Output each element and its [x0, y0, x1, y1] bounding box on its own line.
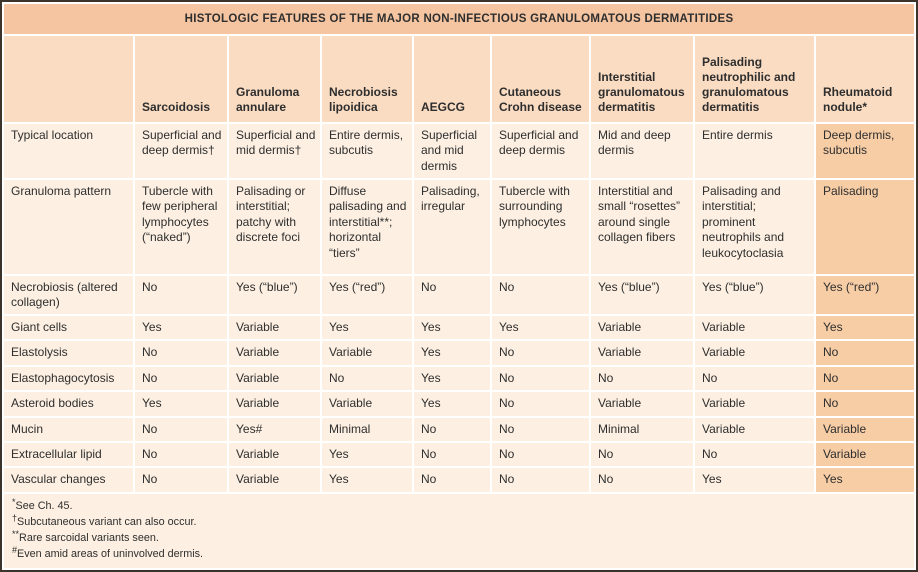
- table-row: [4, 124, 914, 178]
- column-header: Necrobiosis lipoidica: [322, 36, 412, 122]
- footnote-rare-sarcoidal-variants: [12, 530, 906, 546]
- column-header: Cutaneous Crohn disease: [492, 36, 589, 122]
- footnote-text: Even amid areas of uninvolved dermis.: [17, 548, 204, 561]
- footnote-subcutaneous-variant: [12, 514, 906, 530]
- footnote-row: [4, 494, 914, 569]
- cell: Variable: [591, 316, 693, 339]
- column-header: Granuloma annulare: [229, 36, 320, 122]
- column-header-row: [4, 36, 914, 122]
- cell: Superficial and mid dermis†: [229, 124, 320, 178]
- cell: Variable: [591, 392, 693, 415]
- title-row: [4, 4, 914, 34]
- footnote-marker: *: [12, 496, 16, 507]
- row-label: Elastophagocytosis: [4, 367, 133, 390]
- cell: Yes: [414, 341, 490, 364]
- cell: Yes: [322, 443, 412, 466]
- cell: Tubercle with surrounding lymphocytes: [492, 180, 589, 274]
- row-label: Extracellular lipid: [4, 443, 133, 466]
- table-row: [4, 418, 914, 441]
- cell: Superficial and mid dermis: [414, 124, 490, 178]
- cell: Variable: [695, 392, 814, 415]
- cell: Interstitial and small “rosettes” around single collagen fibers: [591, 180, 693, 274]
- cell: Palisading and interstitial; prominent neutrophils and leukocytoclasia: [695, 180, 814, 274]
- cell: Variable: [229, 316, 320, 339]
- cell: Entire dermis, subcutis: [322, 124, 412, 178]
- cell: Variable: [229, 341, 320, 364]
- cell: No: [816, 367, 914, 390]
- cell: Yes (“blue”): [695, 276, 814, 314]
- cell: Yes#: [229, 418, 320, 441]
- cell: No: [414, 468, 490, 491]
- cell: Yes: [322, 316, 412, 339]
- cell: Yes: [135, 316, 227, 339]
- cell: No: [591, 367, 693, 390]
- cell: Yes: [322, 468, 412, 491]
- cell: Variable: [322, 392, 412, 415]
- cell: Deep dermis, subcutis: [816, 124, 914, 178]
- row-label: Asteroid bodies: [4, 392, 133, 415]
- row-label: Vascular changes: [4, 468, 133, 491]
- column-header: Interstitial granulomatous dermatitis: [591, 36, 693, 122]
- cell: No: [695, 443, 814, 466]
- cell: Yes: [414, 316, 490, 339]
- cell: No: [414, 276, 490, 314]
- cell: Palisading, irregular: [414, 180, 490, 274]
- cell: Variable: [695, 316, 814, 339]
- cell: No: [816, 341, 914, 364]
- footnote-uninvolved-dermis: [12, 546, 906, 562]
- table-title: HISTOLOGIC FEATURES OF THE MAJOR NON-INFECTIOUS GRANULOMATOUS DERMATITIDES: [4, 4, 914, 34]
- footnote-text: Rare sarcoidal variants seen.: [19, 531, 159, 544]
- row-label: Elastolysis: [4, 341, 133, 364]
- cell: No: [492, 341, 589, 364]
- cell: Minimal: [591, 418, 693, 441]
- cell: Variable: [229, 443, 320, 466]
- footnote-marker: †: [12, 512, 18, 523]
- cell: No: [135, 341, 227, 364]
- cell: No: [816, 392, 914, 415]
- cell: Yes (“red”): [322, 276, 412, 314]
- cell: No: [414, 443, 490, 466]
- cell: Diffuse palisading and interstitial**; horizontal “tiers”: [322, 180, 412, 274]
- cell: Variable: [816, 418, 914, 441]
- footnotes: [4, 494, 914, 569]
- row-label: Mucin: [4, 418, 133, 441]
- table-row: [4, 180, 914, 274]
- row-label: Typical location: [4, 124, 133, 178]
- cell: No: [492, 392, 589, 415]
- cell: Yes (“blue”): [591, 276, 693, 314]
- table-body: [4, 124, 914, 492]
- table-row: [4, 392, 914, 415]
- cell: Entire dermis: [695, 124, 814, 178]
- cell: No: [135, 468, 227, 491]
- cell: Minimal: [322, 418, 412, 441]
- table-row: [4, 341, 914, 364]
- cell: No: [492, 367, 589, 390]
- cell: Yes: [135, 392, 227, 415]
- cell: Yes: [695, 468, 814, 491]
- table-row: [4, 468, 914, 491]
- cell: Yes: [816, 468, 914, 491]
- table-row: [4, 316, 914, 339]
- row-label: Giant cells: [4, 316, 133, 339]
- cell: Yes: [414, 367, 490, 390]
- cell: Variable: [229, 367, 320, 390]
- cell: No: [492, 418, 589, 441]
- cell: Yes (“blue”): [229, 276, 320, 314]
- cell: Superficial and deep dermis: [492, 124, 589, 178]
- footnote-marker: **: [12, 528, 20, 539]
- cell: Variable: [229, 468, 320, 491]
- cell: Yes: [414, 392, 490, 415]
- cell: No: [414, 418, 490, 441]
- cell: No: [135, 276, 227, 314]
- footnote-marker: #: [12, 545, 18, 556]
- cell: Yes: [492, 316, 589, 339]
- cell: Yes (“red”): [816, 276, 914, 314]
- cell: Variable: [591, 341, 693, 364]
- cell: No: [492, 443, 589, 466]
- footnote-see-ch-45: [12, 498, 906, 514]
- cell: Superficial and deep dermis†: [135, 124, 227, 178]
- row-label: Necrobiosis (altered collagen): [4, 276, 133, 314]
- cell: No: [135, 443, 227, 466]
- cell: No: [492, 276, 589, 314]
- cell: Palisading: [816, 180, 914, 274]
- cell: Variable: [816, 443, 914, 466]
- cell: Tubercle with few peripheral lymphocytes (“naked”): [135, 180, 227, 274]
- footnote-text: Subcutaneous variant can also occur.: [17, 515, 197, 528]
- cell: No: [135, 418, 227, 441]
- cell: No: [135, 367, 227, 390]
- cell: Mid and deep dermis: [591, 124, 693, 178]
- cell: No: [492, 468, 589, 491]
- footnote-text: See Ch. 45.: [15, 499, 73, 512]
- cell: No: [591, 468, 693, 491]
- column-header: Palisading neutrophilic and granulomatous dermatitis: [695, 36, 814, 122]
- column-header: Sarcoidosis: [135, 36, 227, 122]
- row-label: Granuloma pattern: [4, 180, 133, 274]
- table-row: [4, 443, 914, 466]
- table-row: [4, 367, 914, 390]
- row-label-column-header: [4, 36, 133, 122]
- cell: Variable: [695, 418, 814, 441]
- cell: Yes: [816, 316, 914, 339]
- cell: Variable: [229, 392, 320, 415]
- cell: No: [591, 443, 693, 466]
- cell: Variable: [322, 341, 412, 364]
- column-header: AEGCG: [414, 36, 490, 122]
- column-header: Rheumatoid nodule*: [816, 36, 914, 122]
- cell: No: [695, 367, 814, 390]
- table-row: [4, 276, 914, 314]
- cell: No: [322, 367, 412, 390]
- cell: Variable: [695, 341, 814, 364]
- cell: Palisading or interstitial; patchy with discrete foci: [229, 180, 320, 274]
